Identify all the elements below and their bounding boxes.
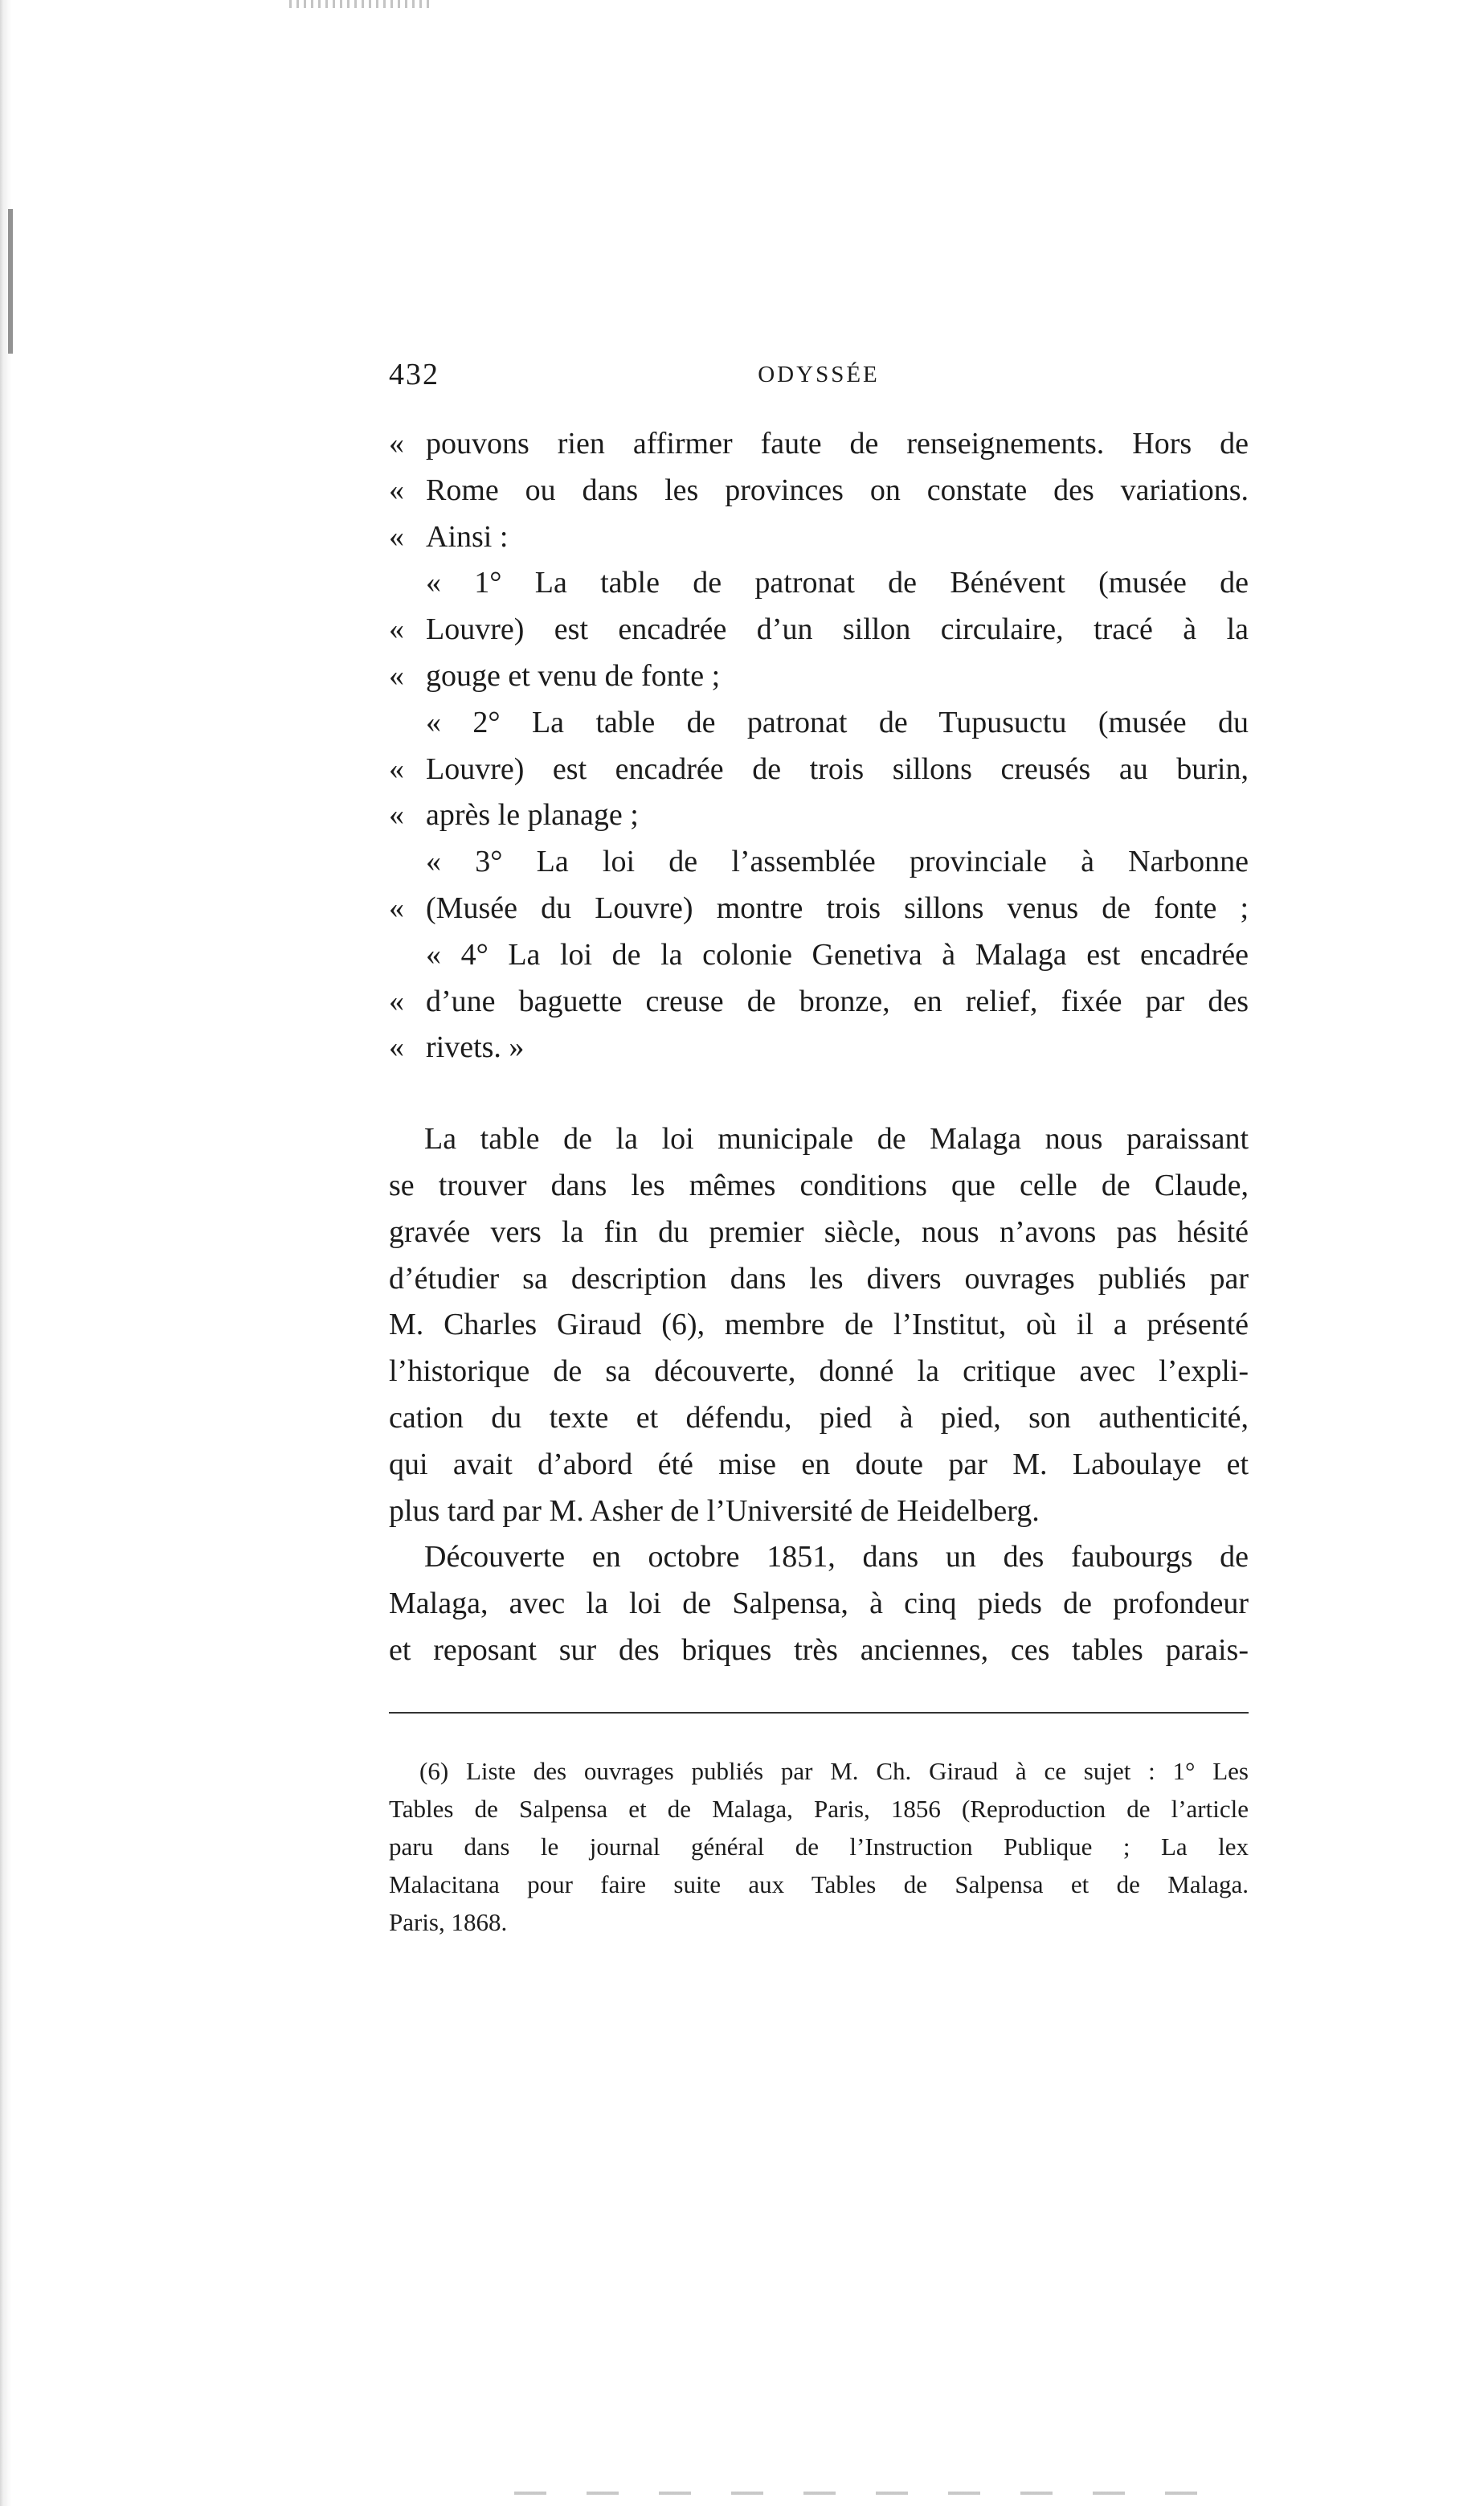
paragraph-line: cation du texte et défendu, pied à pied, son authenticité, bbox=[389, 1400, 1249, 1435]
quote-text: Rome ou dans les provinces on constate des variations. bbox=[426, 473, 1249, 507]
quote-mark: « bbox=[389, 798, 404, 833]
quote-line bbox=[389, 653, 1249, 700]
quote-mark: « bbox=[389, 891, 404, 925]
quote-line bbox=[389, 792, 1249, 839]
quote-line bbox=[389, 839, 1249, 886]
footnote-line: Tables de Salpensa et de Malaga, Paris, 1856 (Reproduction de l’article bbox=[389, 1795, 1249, 1823]
quote-mark: « bbox=[389, 427, 404, 461]
quote-text: gouge et venu de fonte ; bbox=[426, 658, 721, 693]
paragraph-line: plus tard par M. Asher de l’Université de Heidelberg. bbox=[389, 1493, 1040, 1528]
quote-mark: « bbox=[389, 751, 404, 786]
paragraph-line: Découverte en octobre 1851, dans un des faubourgs de bbox=[424, 1540, 1249, 1574]
quote-mark: « bbox=[389, 1030, 404, 1065]
paragraph-line: gravée vers la fin du premier siècle, nous n’avons pas hésité bbox=[389, 1214, 1249, 1249]
quote-line bbox=[389, 700, 1249, 747]
quote-mark: « bbox=[389, 473, 404, 507]
paragraph-line: qui avait d’abord été mise en doute par M. Laboulaye et bbox=[389, 1447, 1249, 1481]
quote-text: « 3° La loi de l’assemblée provinciale à Narbonne bbox=[426, 845, 1249, 879]
paragraph-1 bbox=[389, 1116, 1249, 1534]
quote-text: après le planage ; bbox=[426, 798, 639, 833]
footnote-line: Malacitana pour faire suite aux Tables de Salpensa et de Malaga. bbox=[389, 1870, 1249, 1898]
quote-text: rivets. » bbox=[426, 1030, 525, 1065]
footnote bbox=[389, 1752, 1249, 1941]
running-head bbox=[389, 357, 1249, 405]
quote-line bbox=[389, 747, 1249, 793]
quote-line bbox=[389, 607, 1249, 653]
quote-line bbox=[389, 1025, 1249, 1071]
quote-mark: « bbox=[389, 519, 404, 554]
quote-text: « 2° La table de patronat de Tupusuctu (musée du bbox=[426, 705, 1249, 739]
quote-line bbox=[389, 886, 1249, 932]
quote-text: « 4° La loi de la colonie Genetiva à Malaga est encadrée bbox=[426, 937, 1249, 972]
quote-mark: « bbox=[389, 984, 404, 1018]
footnote-line: paru dans le journal général de l’Instruction Publique ; La lex bbox=[389, 1832, 1249, 1861]
running-title: ODYSSÉE bbox=[758, 362, 880, 387]
footnote-rule bbox=[389, 1712, 1249, 1714]
quote-text: (Musée du Louvre) montre trois sillons venus de fonte ; bbox=[426, 891, 1249, 925]
quote-line bbox=[389, 932, 1249, 979]
scan-bottom-marks bbox=[514, 2492, 1237, 2495]
quote-text: Ainsi : bbox=[426, 519, 509, 554]
paragraph-line: et reposant sur des briques très anciennes, ces tables parais- bbox=[389, 1632, 1249, 1667]
paragraph-line: Malaga, avec la loi de Salpensa, à cinq pieds de profondeur bbox=[389, 1587, 1249, 1621]
quote-line bbox=[389, 514, 1249, 561]
paragraph-line: M. Charles Giraud (6), membre de l’Institut, où il a présenté bbox=[389, 1308, 1249, 1342]
quote-text: d’une baguette creuse de bronze, en relief, fixée par des bbox=[426, 984, 1249, 1018]
footnote-line: (6) Liste des ouvrages publiés par M. Ch. Giraud à ce sujet : 1° Les bbox=[419, 1757, 1249, 1785]
scan-specks bbox=[289, 0, 434, 8]
quote-text: Louvre) est encadrée de trois sillons creusés au burin, bbox=[426, 751, 1249, 786]
paragraph-line: d’étudier sa description dans les divers ouvrages publiés par bbox=[389, 1261, 1249, 1296]
quote-line bbox=[389, 468, 1249, 514]
paragraph-line: La table de la loi municipale de Malaga nous paraissant bbox=[424, 1122, 1249, 1157]
quote-text: « 1° La table de patronat de Bénévent (musée de bbox=[426, 566, 1249, 600]
quote-line bbox=[389, 560, 1249, 607]
page-number: 432 bbox=[389, 358, 439, 391]
page-scan-edge bbox=[0, 0, 11, 2506]
quote-text: Louvre) est encadrée d’un sillon circulaire, tracé à la bbox=[426, 612, 1249, 647]
paragraph-line: se trouver dans les mêmes conditions que celle de Claude, bbox=[389, 1168, 1249, 1202]
paragraph-line: l’historique de sa découverte, donné la critique avec l’expli- bbox=[389, 1354, 1249, 1389]
quoted-passage bbox=[389, 421, 1249, 1071]
binding-mark bbox=[8, 209, 13, 354]
quote-mark: « bbox=[389, 612, 404, 647]
quote-text: pouvons rien affirmer faute de renseignements. Hors de bbox=[426, 427, 1249, 461]
quote-line bbox=[389, 979, 1249, 1026]
body-text bbox=[389, 421, 1249, 1674]
paragraph-2 bbox=[389, 1534, 1249, 1673]
quote-mark: « bbox=[389, 658, 404, 693]
quote-line bbox=[389, 421, 1249, 468]
footnote-line: Paris, 1868. bbox=[389, 1908, 508, 1936]
